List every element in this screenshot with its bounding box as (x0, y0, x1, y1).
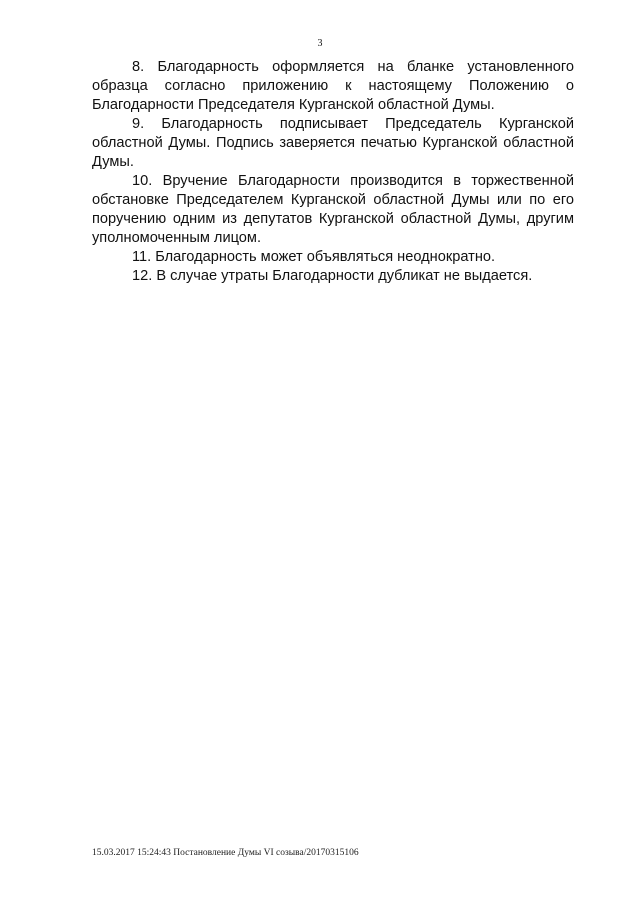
document-footer-stamp: 15.03.2017 15:24:43 Постановление Думы VI созыва/20170315106 (92, 848, 359, 858)
paragraph-10: 10. Вручение Благодарности производится в торжественной обстановке Председателем Курганской областной Думы или по его поручению одним из депутатов Курганской областной Думы, другим уполномоченным лицом. (92, 173, 574, 246)
paragraph-11: 11. Благодарность может объявляться неоднократно. (132, 249, 496, 265)
paragraph-9: 9. Благодарность подписывает Председатель Курганской областной Думы. Подпись заверяется печатью Курганской областной Думы. (92, 116, 574, 170)
page-number: 3 (317, 38, 323, 49)
paragraph-8: 8. Благодарность оформляется на бланке установленного образца согласно приложению к настоящему Положению о Благодарности Председателя Курганской областной Думы. (92, 59, 574, 113)
paragraph-12: 12. В случае утраты Благодарности дубликат не выдается. (132, 268, 533, 284)
document-body (92, 58, 574, 286)
